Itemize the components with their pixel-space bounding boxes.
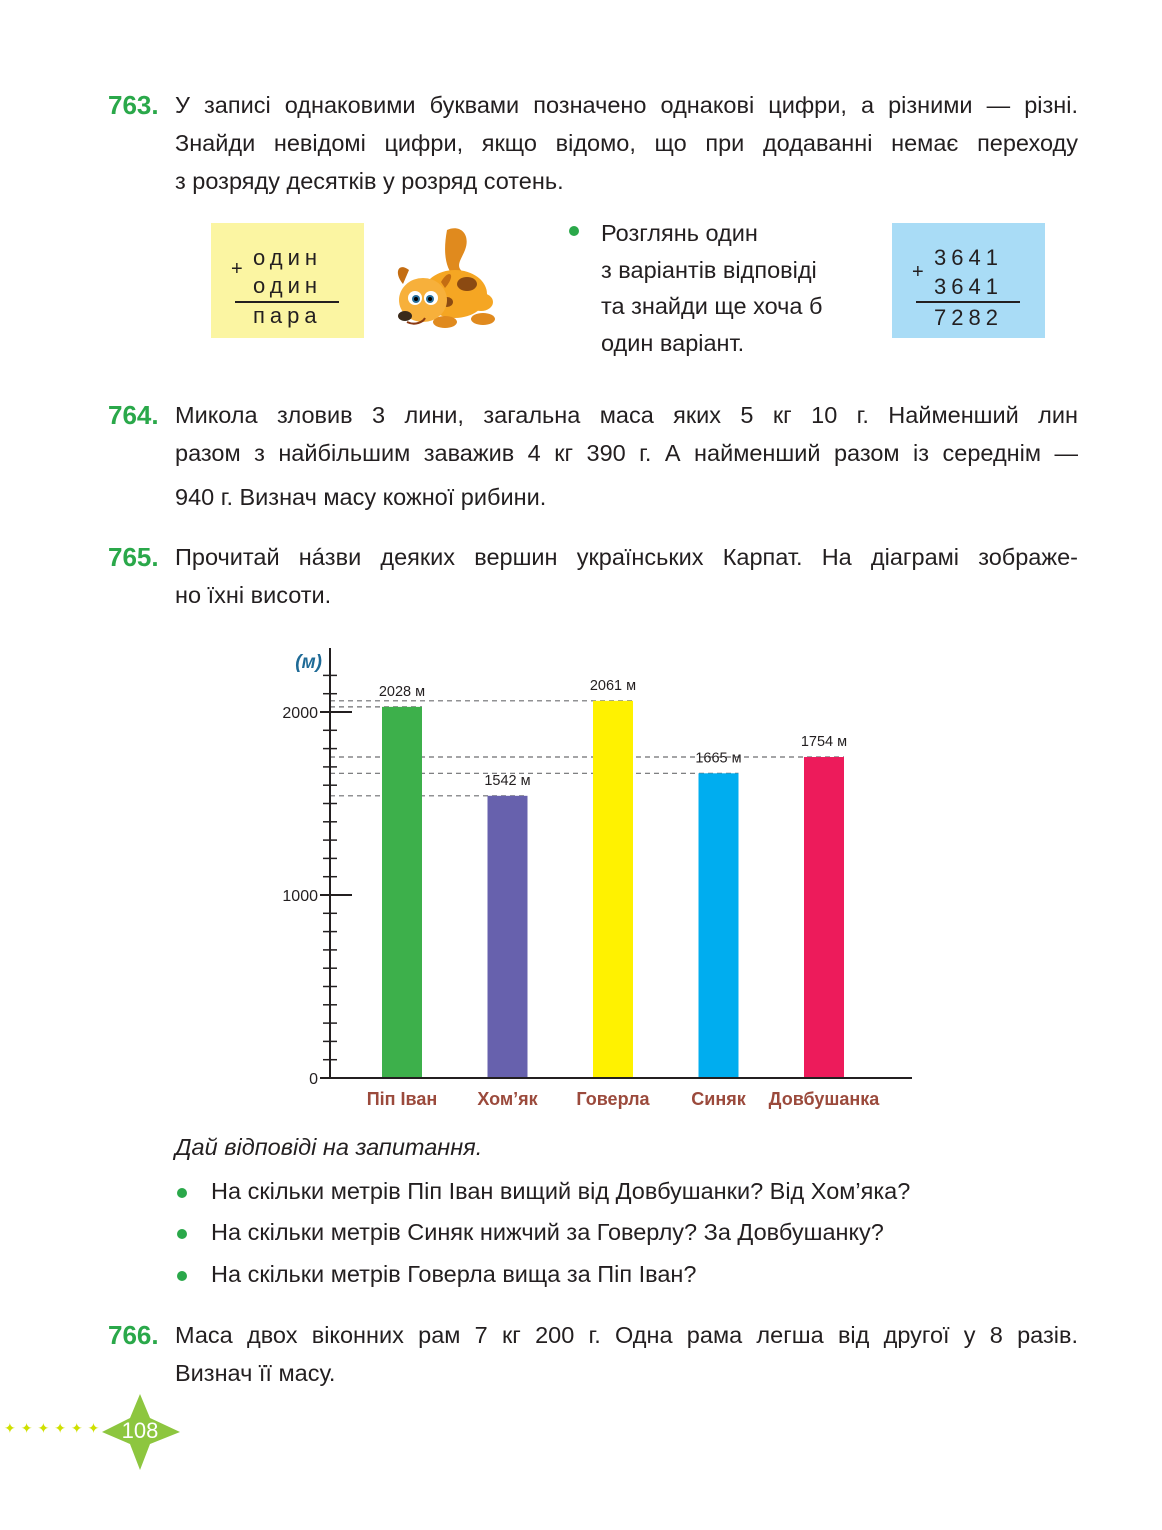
question-item: На скільки метрів Піп Іван вищий від Довбушанки? Від Хом’яка? [211,1178,911,1204]
task-765-line: Прочитай нáзви деяких вершин українських Карпат. На діаграмі зображе- [175,544,1078,570]
category-label: Хом’як [477,1089,538,1109]
y-tick-label: 1000 [282,888,318,905]
task-764-text [175,396,1078,516]
bar [382,707,422,1078]
sum-rule [916,301,1020,303]
data-label: 1542 м [484,772,531,789]
task-763-number: 763. [108,90,159,120]
data-label: 1754 м [800,734,848,751]
y-axis-unit-label: (м) [295,652,322,673]
task-763-line: з розряду десятків у розряд сотень. [175,168,564,194]
y-tick-label: 0 [309,1071,318,1088]
puzzle-addend-2: один [253,273,323,298]
task-765-text [175,538,1078,614]
task-763-line: Знайди невідомі цифри, якщо відомо, що при додаванні немає переходу [175,130,1078,156]
task-765-line: но їхні висоти. [175,582,332,608]
bullet-icon [177,1188,187,1198]
category-labels [367,1089,881,1109]
plus-sign: + [231,258,243,280]
y-tick-label: 2000 [282,705,318,722]
bar [699,773,739,1078]
example-box [892,223,1045,338]
questions-intro: Дай відповіді на запитання. [175,1134,483,1160]
hint-line: та знайди ще хоча б [601,293,823,319]
task-764-number: 764. [108,400,159,430]
task-764-line: 940 г. Визнач масу кожної рибини. [175,484,547,510]
data-label: 2028 м [378,683,426,700]
bar [804,757,844,1078]
question-item: На скільки метрів Синяк нижчий за Говерлу? За Довбушанку? [211,1219,884,1245]
hint-line: з варіантів відповіді [601,256,817,283]
task-766-line: Маса двох віконних рам 7 кг 200 г. Одна рама легша від другої у 8 разів. [175,1322,1078,1348]
bullet-icon [177,1271,187,1281]
category-label: Синяк [691,1089,746,1109]
task-766-line: Визнач її масу. [175,1360,336,1386]
heights-bar-chart [260,640,940,1120]
example-addend-2: 3641 [934,274,1003,299]
task-764-line: разом з найбільшим заважив 4 кг 390 г. А найменший разом із середнім — [175,440,1078,466]
question-item: На скільки метрів Говерла вища за Піп Іван? [211,1261,697,1287]
bar [593,701,633,1078]
example-addend-1: 3641 [934,245,1003,270]
task-763-line: У записі однаковими буквами позначено однакові цифри, а різними — різні. [175,92,1078,118]
page-number: 108 [121,1418,159,1443]
plus-sign: + [912,261,924,283]
data-label: 1665 м [695,750,742,767]
bullet-icon [569,226,579,236]
bar [488,796,528,1078]
puzzle-box [211,223,364,338]
task-763-hint [601,215,901,361]
puzzle-addend-1: один [253,245,323,270]
category-label: Піп Іван [366,1089,438,1109]
task-766-number: 766. [108,1320,159,1350]
hint-line: один варіант. [601,329,745,356]
puzzle-sum: пара [253,303,322,328]
data-label: 2061 м [589,677,637,694]
task-766-text [175,1316,1078,1392]
example-sum: 7282 [934,305,1003,330]
dog-icon [385,222,500,337]
task-763-text [175,86,1078,200]
task-764-line: Микола зловив 3 лини, загальна маса яких 5 кг 10 г. Найменший лин [175,402,1078,428]
category-label: Довбушанка [768,1089,880,1109]
bullet-icon [177,1229,187,1239]
decorative-stars: ✦✦✦✦✦✦ [4,1420,105,1436]
hint-line: Розглянь один [601,220,758,246]
task-765-number: 765. [108,542,159,572]
category-label: Говерла [576,1089,650,1109]
